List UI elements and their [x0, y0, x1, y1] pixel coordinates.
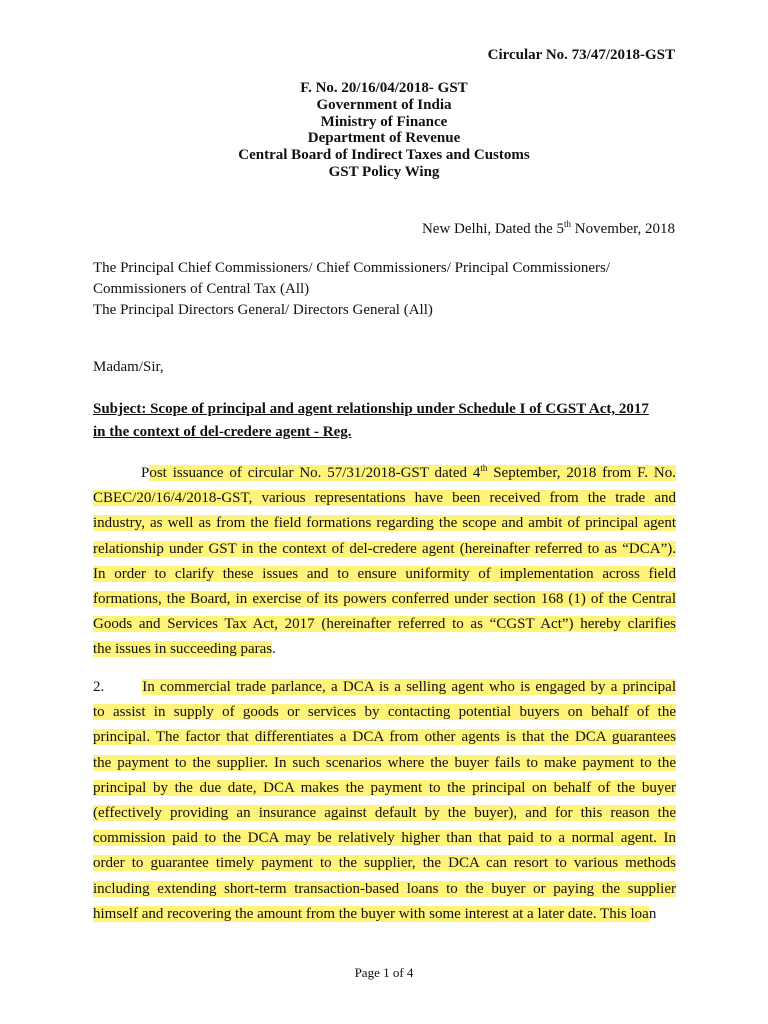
paragraph-line: Post issuance of circular No. 57/31/2018-GST dated 4th September, 2018 from F. No.: [141, 463, 676, 481]
paragraph-line: principal. The factor that differentiates a DCA from other agents is that the DCA guarantees: [93, 729, 676, 746]
paragraph-line: industry, as well as from the field formations regarding the scope and ambit of principal agent: [93, 515, 676, 532]
paragraph-1: [93, 461, 676, 663]
paragraph-line: formations, the Board, in exercise of its powers conferred under section 168 (1) of the Central: [93, 590, 676, 607]
paragraph-line: Goods and Services Tax Act, 2017 (hereinafter referred to as “CGST Act”) hereby clarifies: [93, 616, 676, 633]
paragraph-line: (effectively providing an insurance against default by the buyer), and for this reason the: [93, 804, 676, 821]
wing-line: GST Policy Wing: [328, 163, 440, 180]
addressee-line: The Principal Directors General/ Directors General (All): [93, 302, 433, 318]
dateline: New Delhi, Dated the 5th November, 2018: [421, 219, 675, 237]
ministry-line: Ministry of Finance: [320, 113, 448, 130]
circular-number: Circular No. 73/47/2018-GST: [487, 47, 675, 63]
salutation: Madam/Sir,: [93, 359, 164, 375]
paragraph-line: the payment to the supplier. In such scenarios where the buyer fails to make payment to the: [93, 754, 676, 771]
paragraph-line: himself and recovering the amount from the buyer with some interest at a later date. This loan: [93, 905, 657, 922]
paragraph-line: to assist in supply of goods or services by contacting potential buyers on behalf of the: [93, 704, 676, 721]
paragraph-line: In order to clarify these issues and to ensure uniformity of implementation across field: [93, 565, 676, 582]
paragraph-number: 2.: [93, 679, 105, 695]
paragraph-line: the issues in succeeding paras.: [93, 641, 276, 658]
board-line: Central Board of Indirect Taxes and Customs: [238, 147, 530, 164]
paragraph-line: including extending short-term transaction-based loans to the buyer or paying the supplier: [93, 880, 676, 897]
letterhead: [0, 80, 768, 181]
addressee-line: Commissioners of Central Tax (All): [93, 281, 310, 297]
paragraph-line: 2. In commercial trade parlance, a DCA is a selling agent who is engaged by a principal: [93, 679, 676, 695]
paragraph-2: [93, 675, 676, 927]
page-footer: Page 1 of 4: [354, 965, 414, 980]
addressee-block: [93, 258, 610, 321]
paragraph-line: relationship under GST in the context of del-credere agent (hereinafter referred to as “DCA”).: [93, 540, 676, 557]
subject-heading: Subject: Scope of principal and agent relationship under Schedule I of CGST Act, 2017 in the context of del-credere agent - Reg.: [93, 401, 649, 440]
file-number: F. No. 20/16/04/2018- GST: [300, 80, 468, 96]
paragraph-line: commission paid to the DCA may be relatively higher than that paid to a normal agent. In: [93, 830, 676, 847]
paragraph-line: CBEC/20/16/4/2018-GST, various representations have been received from the trade and: [93, 490, 676, 507]
paragraph-line: principal by the due date, DCA makes the payment to the principal on behalf of the buyer: [93, 779, 676, 796]
paragraph-line: order to guarantee timely payment to the supplier, the DCA can resort to various methods: [93, 855, 676, 872]
addressee-line: The Principal Chief Commissioners/ Chief Commissioners/ Principal Commissioners/: [93, 260, 611, 276]
government-line: Government of India: [316, 96, 452, 113]
department-line: Department of Revenue: [307, 130, 461, 147]
